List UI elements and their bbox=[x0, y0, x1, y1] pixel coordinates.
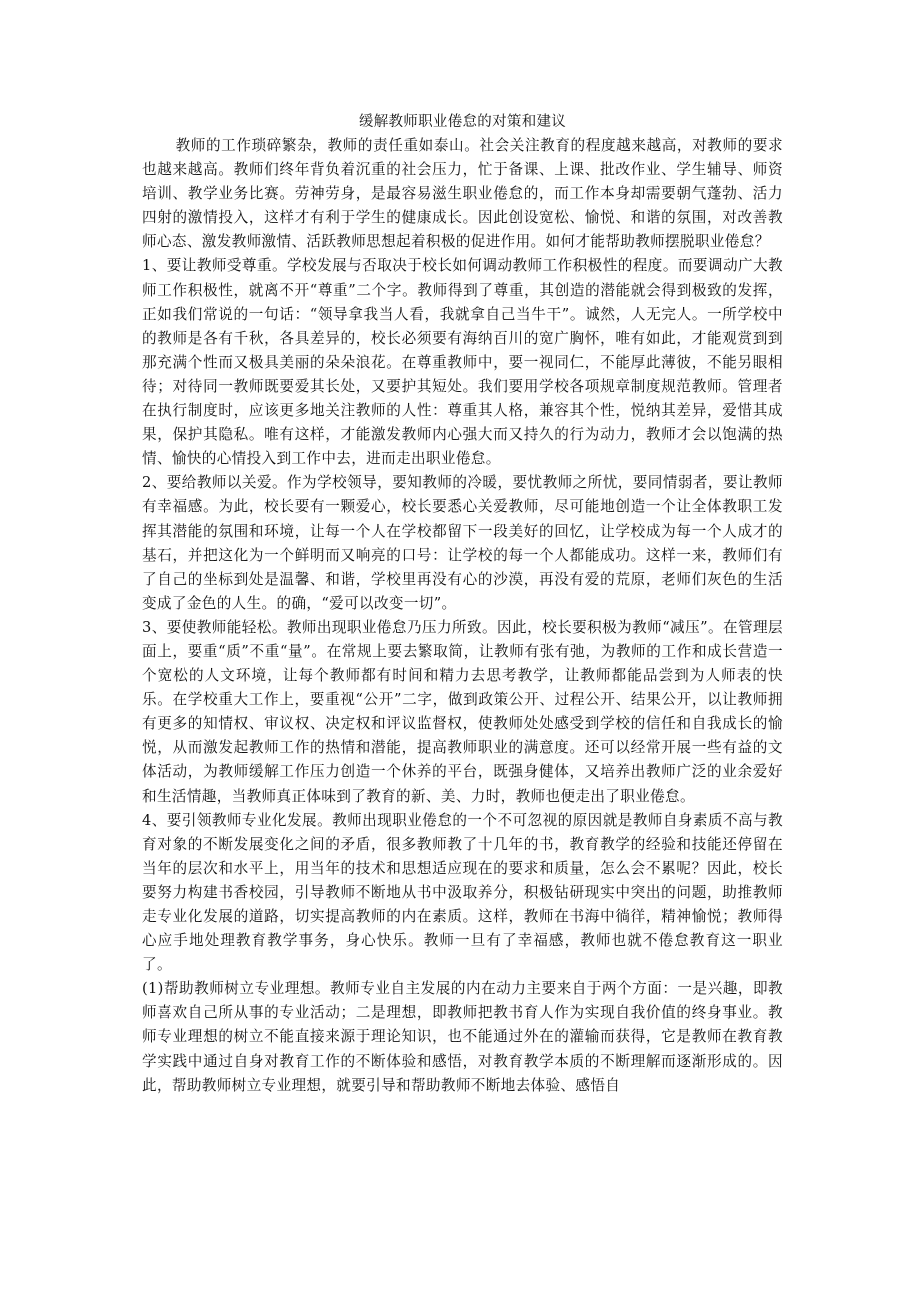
document-title: 缓解教师职业倦怠的对策和建议 bbox=[358, 114, 567, 130]
intro-paragraph: 教师的工作琐碎繁杂，教师的责任重如泰山。社会关注教育的程度越来越高，对教师的要求也越来越高。教师们终年背负着沉重的社会压力，忙于备课、上课、批改作业、学生辅导、师资培训、教学业务比赛。劳神劳身，是最容易滋生职业倦怠的，而工作本身却需要朝气蓬勃、活力四射的激情投入，这样才有利于学生的健康成长。因此创设宽松、愉悦、和谐的氛围，对改善教师心态、激发教师激情、活跃教师思想起着积极的促进作用。如何才能帮助教师摆脱职业倦怠？ bbox=[142, 137, 783, 251]
section-3-paragraph: 3、要使教师能轻松。教师出现职业倦怠乃压力所致。因此，校长要积极为教师“减压”。在管理层面上，要重“质”不重“量”。在常规上要去繁取简，让教师有张有弛，为教师的工作和成长营造一个宽松的人文环境，让每个教师都有时间和精力去思考教学，让教师都能品尝到为人师表的快乐。在学校重大工作上，要重视“公开”二字，做到政策公开、过程公开、结果公开，以让教师拥有更多的知情权、审议权、决定权和评议监督权，使教师处处感受到学校的信任和自我成长的愉悦，从而激发起教师工作的热情和潜能，提高教师职业的满意度。还可以经常开展一些有益的文体活动，为教师缓解工作压力创造一个休养的平台，既强身健体，又培养出教师广泛的业余爱好和生活情趣，当教师真正体味到了教育的新、美、力时，教师也便走出了职业倦怠。 bbox=[142, 618, 783, 805]
document-page bbox=[142, 110, 783, 1098]
section-1-paragraph: 1、要让教师受尊重。学校发展与否取决于校长如何调动教师工作积极性的程度。而要调动广大教师工作积极性，就离不开“尊重”二个字。教师得到了尊重，其创造的潜能就会得到极致的发挥，正如我们常说的一句话：“领导拿我当人看，我就拿自己当牛干”。诚然，人无完人。一所学校中的教师是各有千秋，各具差异的，校长必须要有海纳百川的宽广胸怀，唯有如此，才能观赏到到那充满个性而又极具美丽的朵朵浪花。在尊重教师中，要一视同仁，不能厚此薄彼，不能另眼相待；对待同一教师既要爱其长处，又要护其短处。我们要用学校各项规章制度规范教师。管理者在执行制度时，应该更多地关注教师的人性：尊重其人格，兼容其个性，悦纳其差异，爱惜其成果，保护其隐私。唯有这样，才能激发教师内心强大而又持久的行为动力，教师才会以饱满的热情、愉快的心情投入到工作中去，进而走出职业倦怠。 bbox=[142, 257, 783, 468]
section-2-paragraph: 2、要给教师以关爱。作为学校领导，要知教师的冷暖，要忧教师之所忧，要同情弱者，要让教师有幸福感。为此，校长要有一颗爱心，校长要悉心关爱教师，尽可能地创造一个让全体教职工发挥其潜能的氛围和环境，让每一个人在学校都留下一段美好的回忆，让学校成为每一个人成才的基石，并把这化为一个鲜明而又响亮的口号：让学校的每一个人都能成功。这样一来，教师们有了自己的坐标到处是温馨、和谐，学校里再没有心的沙漠，再没有爱的荒原，老师们灰色的生活变成了金色的人生。的确，“爱可以改变一切”。 bbox=[142, 474, 783, 612]
subsection-1-paragraph: (1)帮助教师树立专业理想。教师专业自主发展的内在动力主要来自于两个方面：一是兴趣，即教师喜欢自己所从事的专业活动；二是理想，即教师把教书育人作为实现自我价值的终身事业。教师专业理想的树立不能直接来源于理论知识，也不能通过外在的灌输而获得，它是教师在教育教学实践中通过自身对教育工作的不断体验和感悟，对教育教学本质的不断理解而逐渐形成的。因此，帮助教师树立专业理想，就要引导和帮助教师不断地去体验、感悟自 bbox=[142, 980, 783, 1094]
section-4-paragraph: 4、要引领教师专业化发展。教师出现职业倦怠的一个不可忽视的原因就是教师自身素质不高与教育对象的不断发展变化之间的矛盾，很多教师教了十几年的书，教育教学的经验和技能还停留在当年的层次和水平上，用当年的技术和思想适应现在的要求和质量，怎么会不累呢？因此，校长要努力构建书香校园，引导教师不断地从书中汲取养分，积极钻研现实中突出的问题，助推教师走专业化发展的道路，切实提高教师的内在素质。这样，教师在书海中徜徉，精神愉悦；教师得心应手地处理教育教学事务，身心快乐。教师一旦有了幸福感，教师也就不倦怠教育这一职业了。 bbox=[142, 811, 783, 974]
